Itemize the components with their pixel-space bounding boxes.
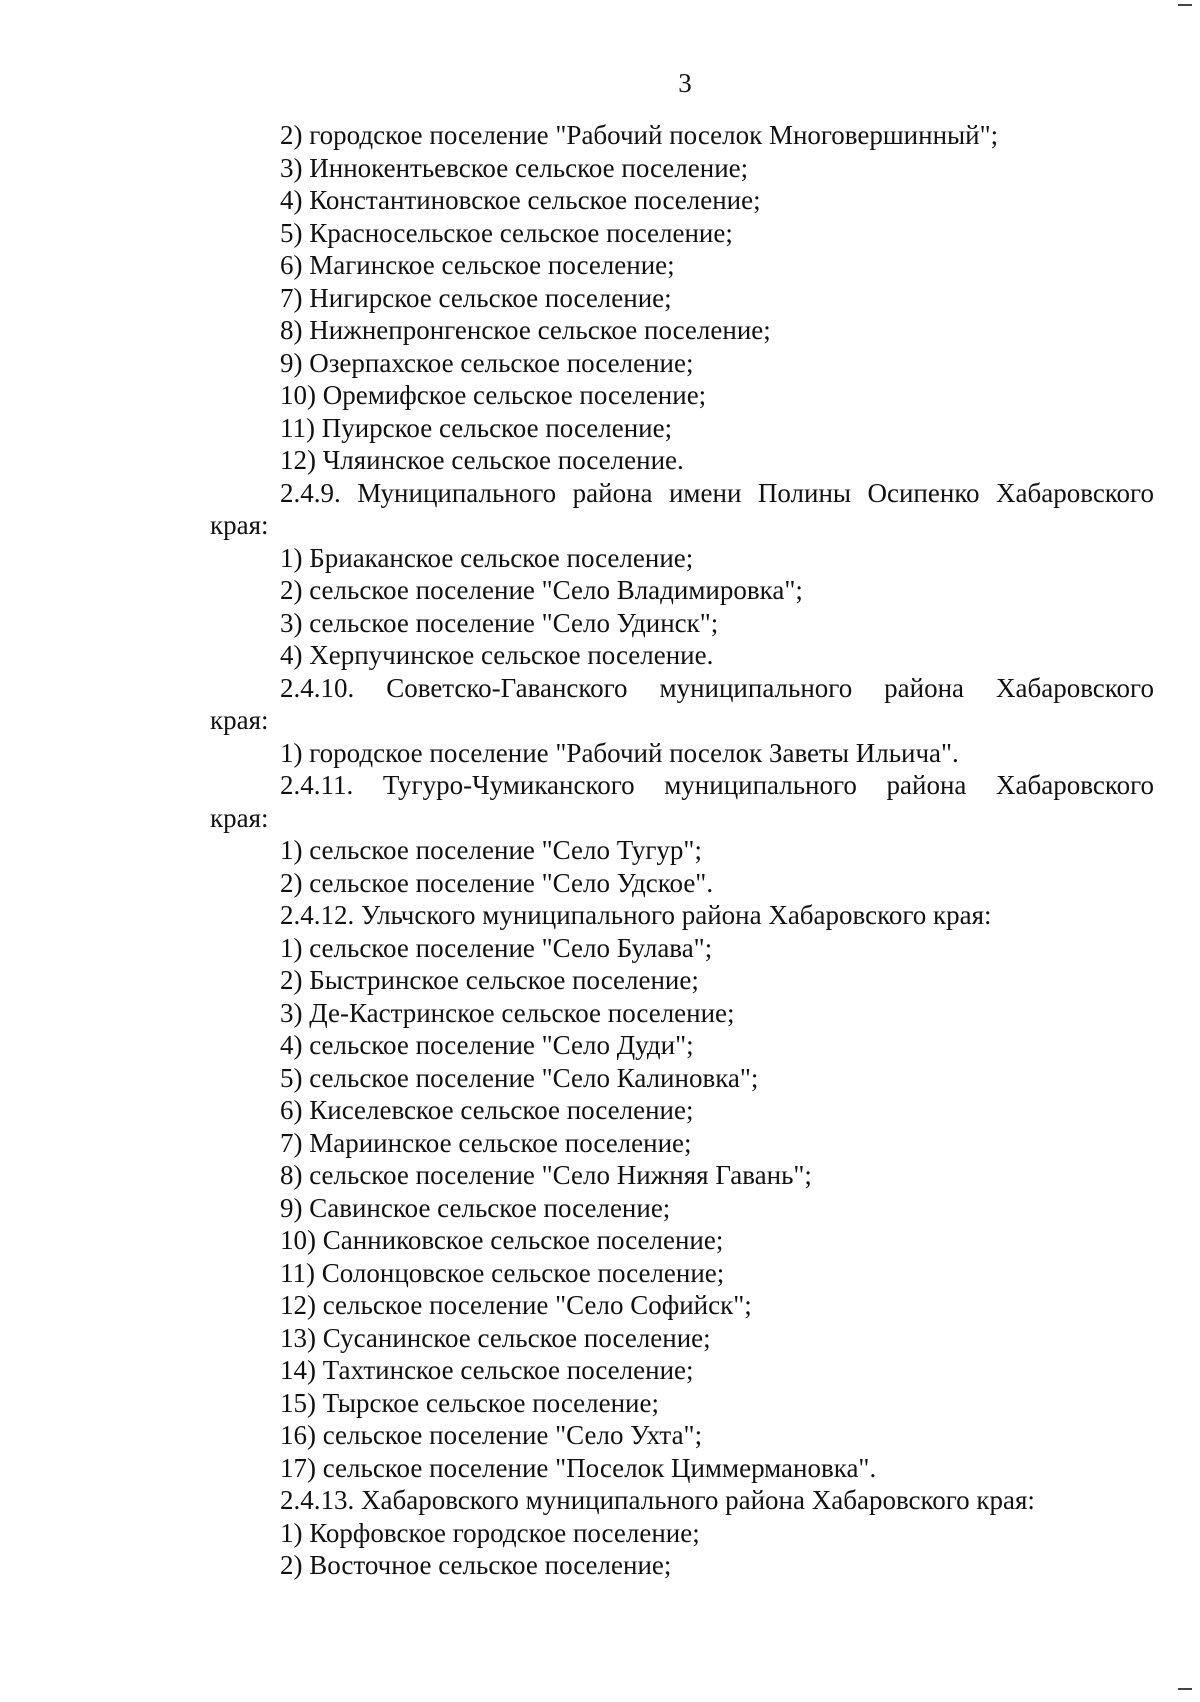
list-item: 1) Бриаканское сельское поселение;: [280, 542, 694, 573]
list-item: 12) сельское поселение "Село Софийск";: [280, 1290, 752, 1320]
heading-word: Муниципального: [357, 477, 557, 508]
document-body: [210, 119, 1154, 1582]
list-item: 12) Чляинское сельское поселение.: [280, 445, 684, 475]
scan-mark-top: [1178, 4, 1192, 6]
heading-word: Хабаровского: [996, 770, 1154, 800]
list-item: 2) Восточное сельское поселение;: [280, 1550, 672, 1580]
section-heading-continuation: края:: [210, 705, 269, 735]
list-item: 3) сельское поселение "Село Удинск";: [280, 607, 719, 638]
section-heading-2-4-9: [210, 477, 1154, 510]
heading-word: Хабаровского: [996, 477, 1154, 508]
heading-word: 2.4.11.: [280, 770, 354, 800]
list-item: 15) Тырское сельское поселение;: [280, 1387, 659, 1418]
list-item: 10) Оремифское сельское поселение;: [280, 380, 707, 410]
heading-word: 2.4.10.: [280, 672, 355, 703]
list-item: 8) сельское поселение "Село Нижняя Гавань";: [280, 1160, 812, 1190]
list-item: 4) сельское поселение "Село Дуди";: [280, 1030, 694, 1060]
list-item: 9) Савинское сельское поселение;: [280, 1192, 671, 1223]
list-item: 17) сельское поселение "Поселок Циммермановка".: [280, 1452, 877, 1483]
scan-mark-bottom: [1178, 1688, 1192, 1690]
list-item: 7) Нигирское сельское поселение;: [280, 282, 672, 313]
heading-word: Советско-Гаванского: [386, 672, 628, 703]
list-item: 7) Мариинское сельское поселение;: [280, 1127, 692, 1158]
section-heading-2-4-11: [210, 769, 1154, 802]
list-item: 2) городское поселение "Рабочий поселок Многовершинный";: [280, 120, 999, 150]
heading-word: района: [886, 770, 967, 800]
list-item: 3) Де-Кастринское сельское поселение;: [280, 997, 735, 1028]
list-item: 2) сельское поселение "Село Владимировка";: [280, 575, 803, 605]
list-item: 10) Санниковское сельское поселение;: [280, 1225, 724, 1255]
list-item: 5) Красносельское сельское поселение;: [280, 217, 733, 248]
list-item: 1) сельское поселение "Село Булава";: [280, 932, 713, 963]
list-item: 3) Иннокентьевское сельское поселение;: [280, 152, 749, 183]
heading-word: Хабаровского: [996, 672, 1154, 703]
section-heading-continuation: края:: [210, 510, 269, 540]
heading-word: 2.4.9.: [280, 477, 341, 508]
list-item: 2) Быстринское сельское поселение;: [280, 965, 699, 995]
heading-word: Осипенко: [867, 477, 980, 508]
heading-word: района: [572, 477, 653, 508]
heading-word: Полины: [757, 477, 852, 508]
heading-word: Тугуро-Чумиканского: [382, 770, 635, 800]
list-item: 4) Константиновское сельское поселение;: [280, 185, 761, 215]
section-heading-2-4-13: 2.4.13. Хабаровского муниципального района Хабаровского края:: [280, 1485, 1035, 1515]
list-item: 6) Киселевское сельское поселение;: [280, 1095, 694, 1125]
section-heading-continuation: края:: [210, 802, 269, 833]
list-item: 8) Нижнепронгенское сельское поселение;: [280, 315, 771, 345]
list-item: 1) Корфовское городское поселение;: [280, 1517, 700, 1548]
heading-word: имени: [668, 477, 742, 508]
heading-word: района: [884, 672, 965, 703]
list-item: 5) сельское поселение "Село Калиновка";: [280, 1062, 759, 1093]
list-item: 1) городское поселение "Рабочий поселок Заветы Ильича".: [280, 737, 959, 768]
heading-word: муниципального: [659, 672, 853, 703]
section-heading-2-4-12: 2.4.12. Ульчского муниципального района Хабаровского края:: [280, 900, 992, 930]
section-heading-2-4-10: [210, 672, 1154, 705]
list-item: 13) Сусанинское сельское поселение;: [280, 1322, 711, 1353]
list-item: 14) Тахтинское сельское поселение;: [280, 1355, 694, 1385]
page-number: 3: [678, 68, 692, 98]
list-item: 11) Пуирское сельское поселение;: [280, 412, 673, 443]
list-item: 9) Озерпахское сельское поселение;: [280, 347, 694, 378]
heading-word: муниципального: [664, 770, 857, 800]
list-item: 4) Херпучинское сельское поселение.: [280, 640, 714, 670]
list-item: 16) сельское поселение "Село Ухта";: [280, 1420, 703, 1450]
list-item: 6) Магинское сельское поселение;: [280, 250, 675, 280]
list-item: 2) сельское поселение "Село Удское".: [280, 867, 714, 898]
list-item: 11) Солонцовское сельское поселение;: [280, 1257, 725, 1288]
list-item: 1) сельское поселение "Село Тугур";: [280, 835, 702, 865]
